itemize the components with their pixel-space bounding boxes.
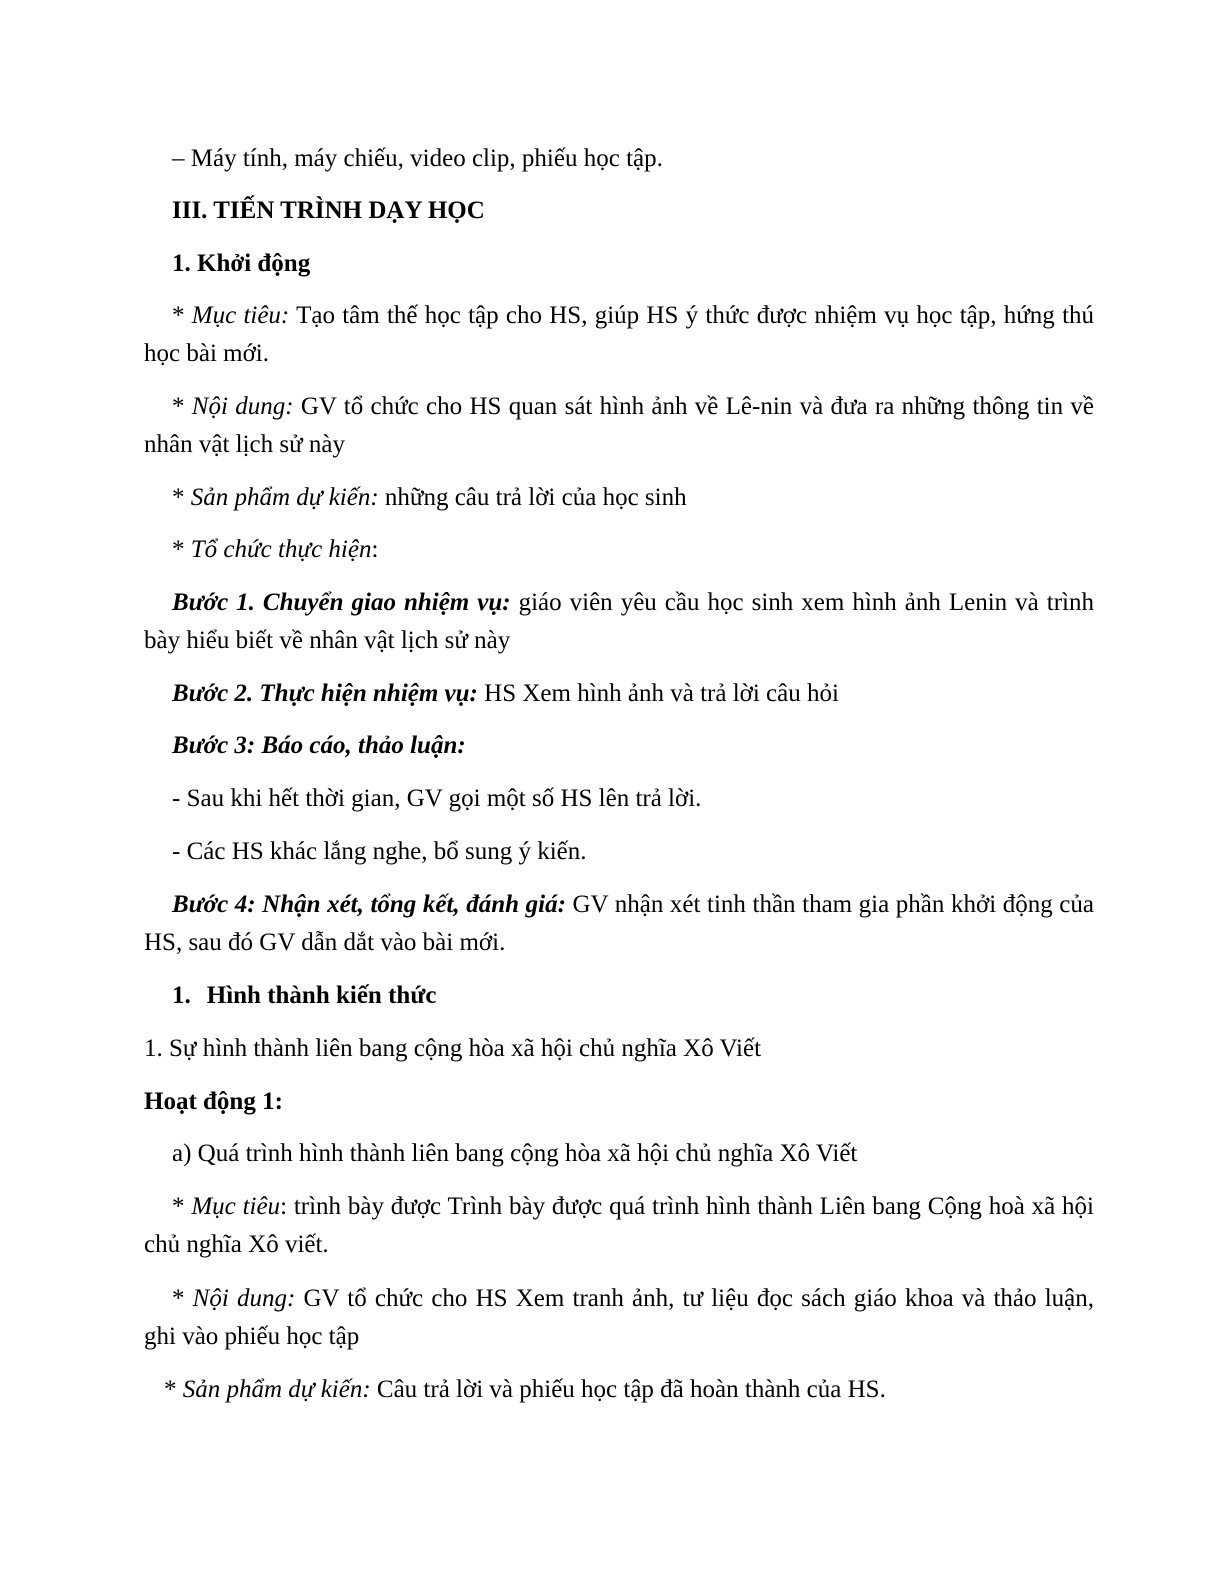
hoat-dong-1 [144,1083,1094,1121]
hoat-dong-san-pham: * Sản phẩm dự kiến: Câu trả lời và phiếu học tập đã hoàn thành của HS. [164,1376,886,1403]
to-chuc-colon: : [371,536,379,563]
buoc-3-label: Bước 3: Báo cáo, thảo luận: [172,732,466,759]
khoi-dong-noi-dung: * Nội dung: GV tổ chức cho HS quan sát hình ảnh về Lê-nin và đưa ra những thông tin về nhân vật lịch sử này [144,393,1094,458]
buoc-1-label: Bước 1. Chuyển giao nhiệm vụ: [172,589,511,616]
noi-dung-label: Nội dung: [191,393,294,420]
khoi-dong-san-pham: * Sản phẩm dự kiến: những câu trả lời của học sinh [172,484,687,511]
hd-san-pham-text: Câu trả lời và phiếu học tập đã hoàn thành của HS. [370,1376,886,1403]
khoi-dong-heading-text: 1. Khởi động [172,250,311,277]
section-heading-text: III. TIẾN TRÌNH DẠY HỌC [172,197,485,224]
khoi-dong-heading [144,245,1094,283]
equipment-text: – Máy tính, máy chiếu, video clip, phiếu học tập. [172,145,663,172]
hoat-dong-1-text: Hoạt động 1: [144,1088,283,1115]
hinh-thanh-text: Hình thành kiến thức [206,982,437,1009]
buoc-4-text: GV nhận xét tinh thần tham gia phần khởi động của HS, sau đó GV dẫn dắt vào bài mới. [144,891,1094,956]
buoc-4-label: Bước 4: Nhận xét, tổng kết, đánh giá: [172,891,566,918]
buoc-3-item-2 [144,833,1094,871]
buoc-2-text: HS Xem hình ảnh và trả lời câu hỏi [477,680,839,707]
hoat-dong-noi-dung: * Nội dung: GV tổ chức cho HS Xem tranh ảnh, tư liệu đọc sách giáo khoa và thảo luận, ghi vào phiếu học tập [144,1285,1094,1350]
hoat-dong-1-a [144,1135,1094,1173]
buoc-1-text: giáo viên yêu cầu học sinh xem hình ảnh Lenin và trình bày hiểu biết về nhân vật lịch sử này [144,589,1095,654]
san-pham-text: những câu trả lời của học sinh [378,484,687,511]
to-chuc-label: Tổ chức thực hiện [190,536,372,563]
sub-heading-1 [144,1030,1094,1068]
buoc-2-label: Bước 2. Thực hiện nhiệm vụ: [172,680,478,707]
buoc-3-item-1-text: - Sau khi hết thời gian, GV gọi một số HS lên trả lời. [172,785,702,812]
hinh-thanh-heading [144,977,1094,1015]
hd-muc-tieu-label: Mục tiêu [191,1193,281,1220]
buoc-2 [144,675,1094,713]
buoc-4 [144,886,1094,962]
buoc-1 [144,584,1094,660]
sub-heading-1-text: 1. Sự hình thành liên bang cộng hòa xã hội chủ nghĩa Xô Viết [144,1035,762,1062]
section-heading [144,192,1094,230]
khoi-dong-to-chuc: * Tổ chức thực hiện: [172,536,379,563]
buoc-3-item-1 [144,780,1094,818]
khoi-dong-muc-tieu: * Mục tiêu: Tạo tâm thế học tập cho HS, giúp HS ý thức được nhiệm vụ học tập, hứng thú học bài mới. [144,302,1095,367]
hoat-dong-muc-tieu: * Mục tiêu: trình bày được Trình bày được quá trình hình thành Liên bang Cộng hoà xã hội chủ nghĩa Xô viết. [144,1193,1094,1258]
hd-noi-dung-text: GV tổ chức cho HS Xem tranh ảnh, tư liệu đọc sách giáo khoa và thảo luận, ghi vào phiếu học tập [144,1285,1094,1350]
muc-tieu-label: Mục tiêu: [191,302,290,329]
buoc-3 [144,727,1094,765]
equipment-line [144,140,1094,178]
buoc-3-item-2-text: - Các HS khác lắng nghe, bổ sung ý kiến. [172,838,587,865]
san-pham-label: Sản phẩm dự kiến: [190,484,379,511]
hinh-thanh-number: 1. [172,982,191,1009]
hd-san-pham-label: Sản phẩm dự kiến: [182,1376,371,1403]
hd-muc-tieu-text: : trình bày được Trình bày được quá trình hình thành Liên bang Cộng hoà xã hội chủ nghĩa Xô viết. [144,1193,1094,1258]
muc-tieu-text: Tạo tâm thế học tập cho HS, giúp HS ý thức được nhiệm vụ học tập, hứng thú học bài mới. [144,302,1095,367]
hd-noi-dung-label: Nội dung: [192,1285,296,1312]
hoat-dong-1-a-text: a) Quá trình hình thành liên bang cộng hòa xã hội chủ nghĩa Xô Viết [172,1140,858,1167]
noi-dung-text: GV tổ chức cho HS quan sát hình ảnh về Lê-nin và đưa ra những thông tin về nhân vật lịch sử này [144,393,1094,458]
